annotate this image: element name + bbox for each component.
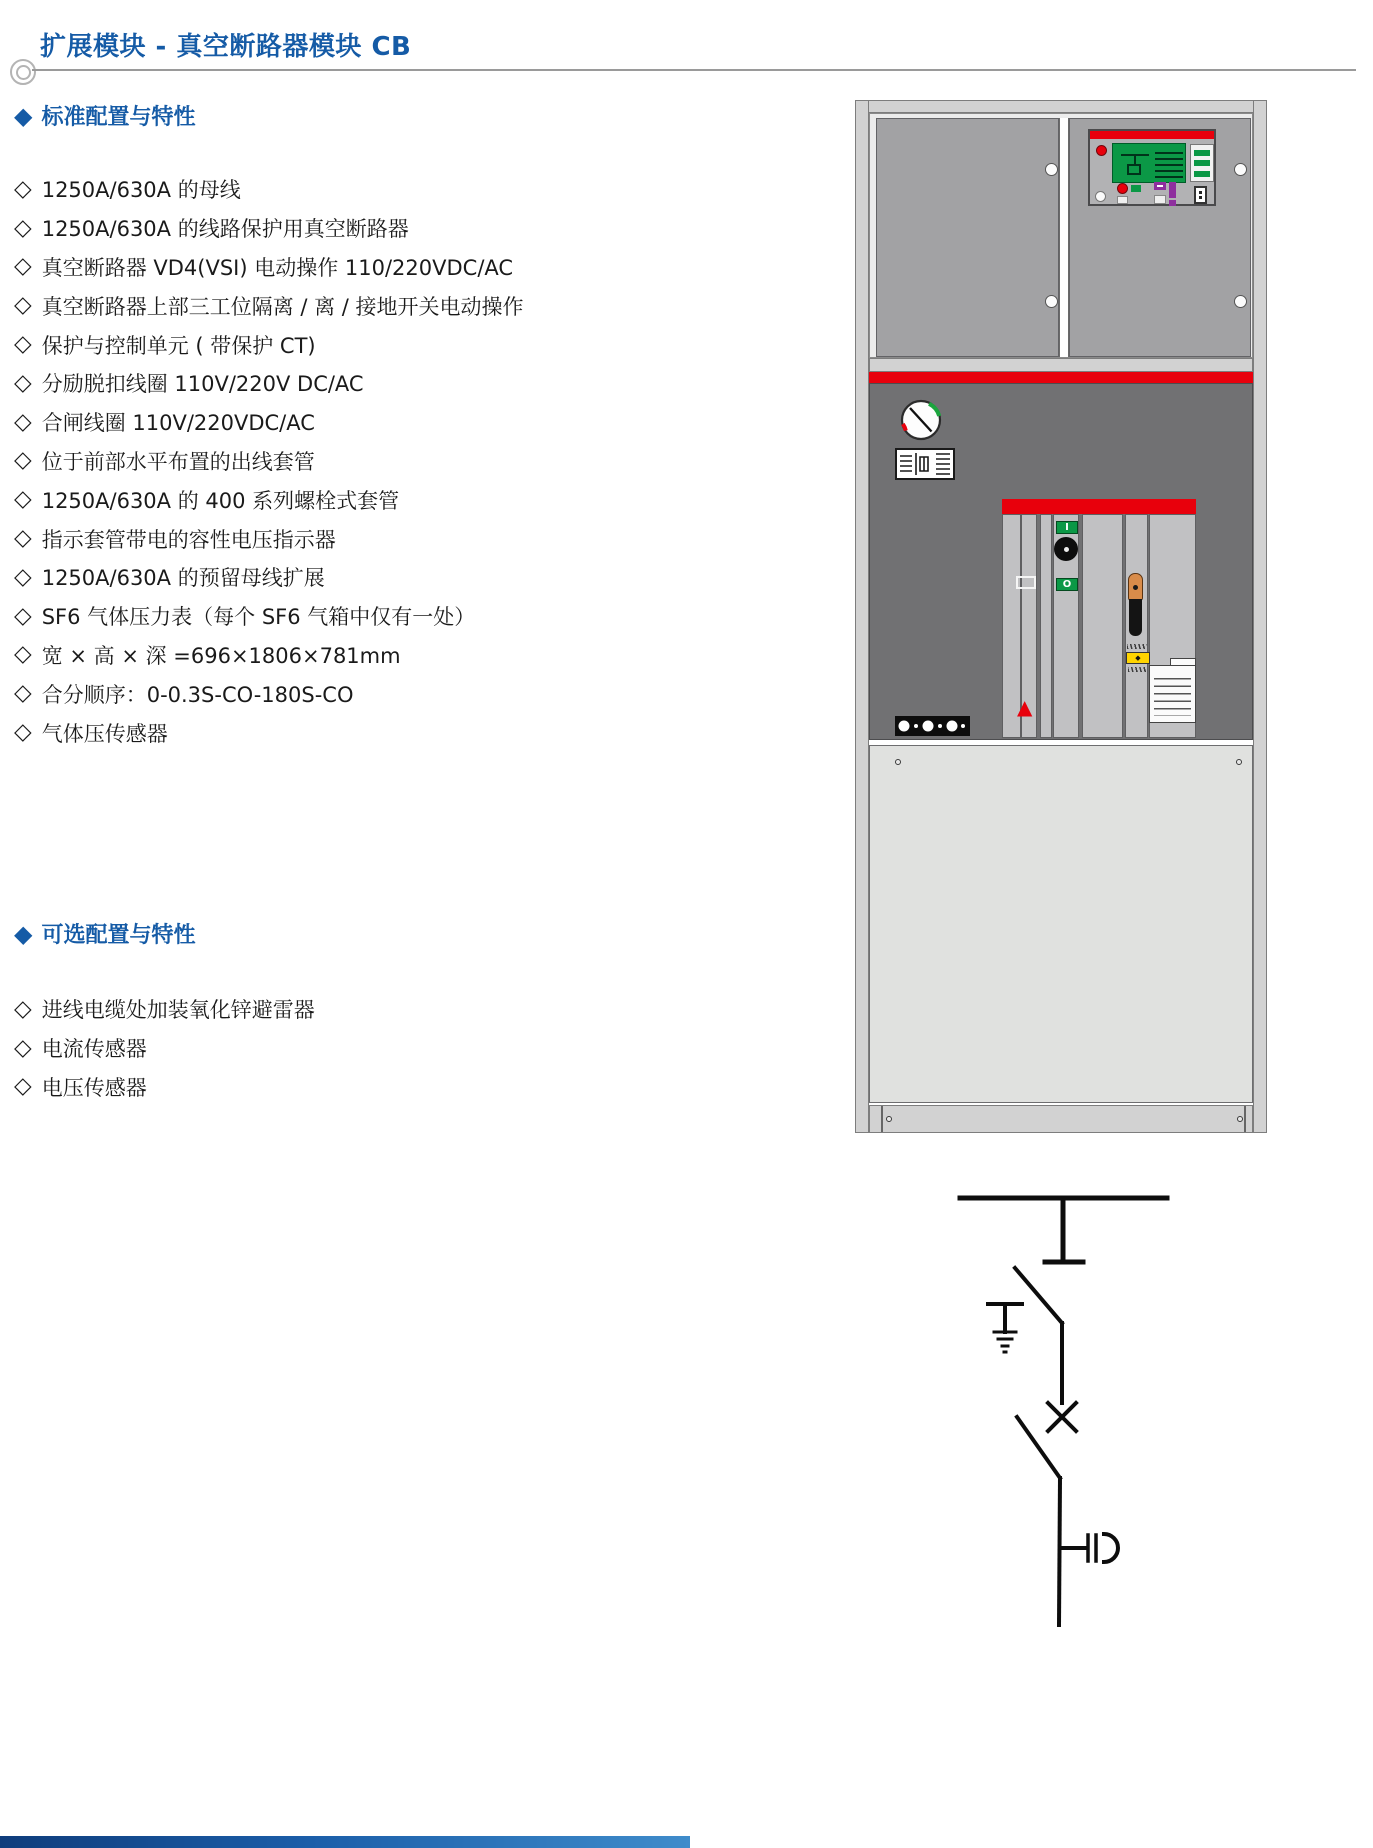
feature-text: 电流传感器 [41, 1037, 147, 1062]
feature-text: 进线电缆处加装氧化锌避雷器 [41, 998, 315, 1023]
mid-frame-band [869, 358, 1253, 372]
indicator-arc [1104, 1534, 1118, 1562]
white-key [1117, 196, 1128, 204]
mechanism-column [1082, 514, 1123, 738]
feature-text: 合闸线圈 110V/220VDC/AC [41, 411, 315, 436]
feature-item [14, 990, 315, 1029]
item-bullet-icon: ◇ [14, 292, 32, 319]
door-knob [1045, 163, 1058, 176]
white-key [1154, 195, 1166, 204]
item-bullet-icon: ◇ [14, 369, 32, 396]
plinth [869, 1105, 1253, 1133]
switch-dot [1199, 191, 1202, 194]
cabinet-door-left [876, 118, 1059, 357]
item-bullet-icon: ◇ [14, 602, 32, 629]
page-title: 扩展模块 - 真空断路器模块 CB [40, 32, 412, 62]
ring-ornament [10, 59, 36, 85]
optional-feature-list [14, 990, 315, 1106]
switch-dot [1199, 196, 1202, 199]
section-heading-optional [14, 918, 195, 949]
section-heading-text: 标准配置与特性 [41, 105, 196, 130]
section-heading-text: 可选配置与特性 [41, 923, 196, 948]
yellow-label [1126, 652, 1150, 664]
single-line-diagram [940, 1180, 1180, 1640]
feature-item [14, 674, 524, 713]
earth-switch-contact [988, 1304, 1022, 1332]
feature-item [14, 713, 524, 752]
screw [886, 1116, 892, 1122]
item-bullet-icon: ◇ [14, 995, 32, 1022]
item-bullet-icon: ◇ [14, 1034, 32, 1061]
item-bullet-icon: ◇ [14, 331, 32, 358]
feature-item [14, 325, 524, 364]
door-divider [1059, 118, 1069, 357]
standard-feature-list [14, 170, 524, 752]
selector-knob [1054, 537, 1078, 561]
voltage-indicator-strip [895, 716, 970, 736]
close-button-label: I [1065, 521, 1069, 533]
feature-text: 分励脱扣线圈 110V/220V DC/AC [41, 372, 364, 397]
feature-item [14, 170, 524, 209]
vent-grille [1149, 665, 1196, 723]
grip-dot [1133, 585, 1138, 590]
feature-text: 1250A/630A 的线路保护用真空断路器 [41, 217, 409, 242]
feature-item [14, 1068, 315, 1107]
item-bullet-icon: ◇ [14, 563, 32, 590]
relay-display-screen [1112, 143, 1186, 183]
footer-accent-bar [0, 1836, 690, 1848]
item-bullet-icon: ◇ [14, 525, 32, 552]
green-tag [1131, 185, 1141, 192]
red-stripe [869, 372, 1253, 383]
cabinet-top-cap [855, 100, 1267, 113]
feature-item [14, 364, 524, 403]
operation-counter [895, 448, 955, 480]
purple-button [1169, 182, 1176, 198]
cabinet-figure [853, 98, 1270, 1136]
operating-panel [869, 383, 1253, 740]
earth-symbol [994, 1332, 1016, 1352]
diamond-bullet-icon: ◆ [14, 919, 33, 948]
item-bullet-icon: ◇ [14, 447, 32, 474]
mechanism-column [1040, 514, 1052, 738]
feature-item [14, 442, 524, 481]
ring-ornament-inner [16, 65, 31, 80]
diamond-bullet-icon: ◆ [14, 101, 33, 130]
item-bullet-icon: ◇ [14, 253, 32, 280]
feature-text: 1250A/630A 的 400 系列螺栓式套管 [41, 488, 400, 513]
red-button [1117, 183, 1128, 194]
mechanism-red-stripe [1002, 499, 1196, 514]
disconnector-blade [1015, 1268, 1062, 1323]
warning-icon: ▲ [1017, 695, 1033, 719]
title-rule [32, 69, 1356, 71]
feature-item [14, 248, 524, 287]
upper-compartment [869, 113, 1253, 358]
cabinet-left-pillar [855, 100, 869, 1133]
item-bullet-icon: ◇ [14, 408, 32, 435]
item-bullet-icon: ◇ [14, 175, 32, 202]
feature-item [14, 1029, 315, 1068]
screw [895, 759, 901, 765]
toggle-switch [1194, 186, 1207, 204]
button-dash [1157, 185, 1163, 187]
feature-text: 气体压传感器 [41, 721, 168, 746]
cabinet-right-pillar [1253, 100, 1267, 1133]
red-button [1096, 145, 1107, 156]
feature-text: 宽 × 高 × 深 =696×1806×781mm [41, 643, 401, 668]
relay-red-stripe [1090, 131, 1214, 139]
screw [1237, 1116, 1243, 1122]
feature-item [14, 286, 524, 325]
item-bullet-icon: ◇ [14, 486, 32, 513]
spring-mark [1127, 644, 1147, 649]
door-knob [1234, 163, 1247, 176]
breaker-mechanism [1002, 499, 1196, 738]
close-button [1056, 521, 1078, 534]
spring-mark [1128, 667, 1146, 672]
relay-panel [1088, 129, 1216, 206]
item-bullet-icon: ◇ [14, 719, 32, 746]
feature-text: 保护与控制单元 ( 带保护 CT) [41, 333, 316, 358]
feature-item [14, 403, 524, 442]
feature-text: 合分顺序：0-0.3S-CO-180S-CO [41, 682, 354, 707]
cable-compartment-door [869, 745, 1253, 1103]
feature-item [14, 558, 524, 597]
item-bullet-icon: ◇ [14, 214, 32, 241]
feature-text: 真空断路器上部三工位隔离 / 离 / 接地开关电动操作 [41, 294, 524, 319]
feature-item [14, 209, 524, 248]
feature-text: 位于前部水平布置的出线套管 [41, 449, 315, 474]
purple-button [1169, 200, 1176, 206]
feature-text: 真空断路器 VD4(VSI) 电动操作 110/220VDC/AC [41, 255, 514, 280]
sf6-gauge-icon [899, 398, 943, 442]
section-heading-standard [14, 100, 195, 131]
label-diamond-icon: ◆ [1135, 654, 1141, 662]
charging-handle-shaft [1129, 599, 1142, 636]
white-indicator [1095, 191, 1106, 202]
feature-item [14, 480, 524, 519]
door-knob [1234, 295, 1247, 308]
charging-handle-grip [1128, 573, 1143, 601]
feature-item [14, 519, 524, 558]
feature-item [14, 597, 524, 636]
screw [1236, 759, 1242, 765]
vent-lines [1154, 672, 1191, 716]
plinth-seam [1244, 1106, 1246, 1132]
green-led-bar [1194, 171, 1210, 177]
feature-text: 指示套管带电的容性电压指示器 [41, 527, 336, 552]
circuit-breaker-cross [1048, 1403, 1076, 1431]
relay-led-strip [1190, 144, 1214, 182]
gauge-red-zone [903, 424, 906, 431]
feature-item [14, 636, 524, 675]
green-led-bar [1194, 150, 1210, 156]
capacitor-plates [1088, 1535, 1096, 1561]
item-bullet-icon: ◇ [14, 680, 32, 707]
purple-button [1154, 182, 1166, 190]
feature-text: 1250A/630A 的预留母线扩展 [41, 566, 325, 591]
open-button [1056, 578, 1078, 591]
item-bullet-icon: ◇ [14, 641, 32, 668]
open-button-label: O [1062, 578, 1072, 590]
outgoing-conductor [1059, 1478, 1060, 1625]
door-knob [1045, 295, 1058, 308]
indicator-dots [895, 716, 970, 736]
feature-text: 1250A/630A 的母线 [41, 178, 241, 203]
knob-dot [1064, 547, 1069, 552]
green-led-bar [1194, 160, 1210, 166]
feature-text: 电压传感器 [41, 1075, 147, 1100]
item-bullet-icon: ◇ [14, 1073, 32, 1100]
mimic-symbol [1127, 164, 1141, 175]
busbar-drop [1045, 1198, 1083, 1262]
nameplate [1016, 576, 1036, 589]
feature-text: SF6 气体压力表（每个 SF6 气箱中仅有一处） [41, 605, 476, 630]
mimic-text-lines [1155, 148, 1183, 179]
plinth-seam [881, 1106, 883, 1132]
